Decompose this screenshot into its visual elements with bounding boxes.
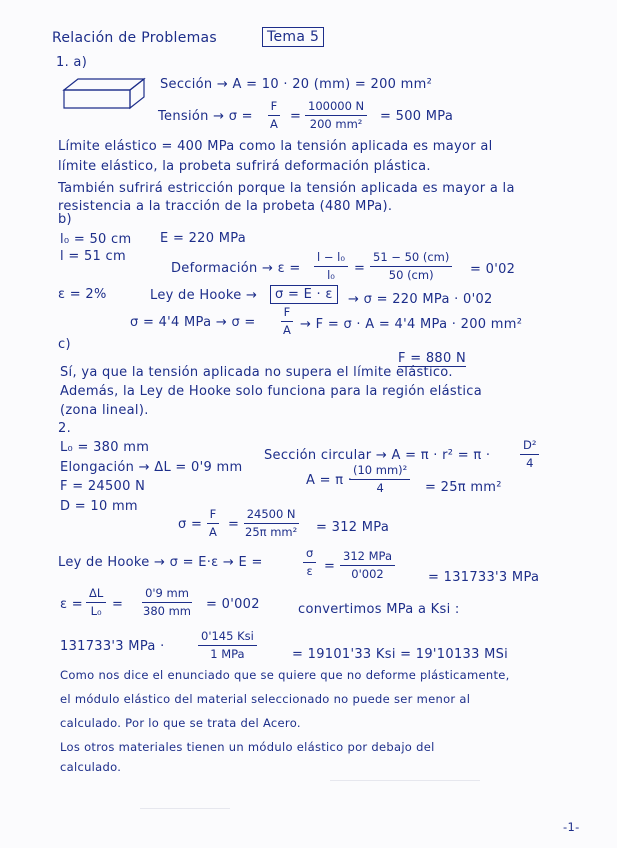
p2-sf2-den: 25π mm² xyxy=(245,524,298,539)
p2-seccion: Sección circular → A = π · r² = π · xyxy=(264,448,491,463)
p2-ef2-den: 380 mm xyxy=(143,603,192,618)
p1c-text-line-3: (zona lineal). xyxy=(60,403,149,418)
p2-hooke: Ley de Hooke → σ = E·ε → E = xyxy=(58,555,263,570)
p2-hf2-num: 312 MPa xyxy=(340,551,395,566)
p2-ef-eq: = xyxy=(112,597,124,612)
p2-convert: convertimos MPa a Ksi : xyxy=(298,602,460,617)
p2-frac-area xyxy=(350,465,410,494)
p2-text-line-1: Como nos dice el enunciado que se quiere que no deforme plásticamente, xyxy=(60,668,510,682)
p2-eps-lhs: ε = xyxy=(60,597,83,612)
bleed-through-mark xyxy=(330,770,480,781)
p2-text-line-4: Los otros materiales tienen un módulo elástico por debajo del xyxy=(60,740,435,754)
problem-1a-label: 1. a) xyxy=(56,55,88,70)
p1b-frac3-num: F xyxy=(281,307,294,322)
p2-sf2-num: 24500 N xyxy=(244,509,299,524)
p1a-eq: = xyxy=(290,109,302,124)
p2-eps-result: = 0'002 xyxy=(206,597,260,612)
p2-diameter: D = 10 mm xyxy=(60,499,138,514)
p2-l0: L₀ = 380 mm xyxy=(60,440,150,455)
p2-frac-e-values xyxy=(340,551,395,580)
prism-sketch xyxy=(62,76,148,112)
p1b-hooke: Ley de Hooke → xyxy=(150,288,258,303)
p2-hf1-num: σ xyxy=(303,548,316,563)
p1c-text-line-2: Además, la Ley de Hooke solo funciona para la región elástica xyxy=(60,384,483,399)
tema-label: Tema 5 xyxy=(262,27,324,47)
p1b-frac-f-over-a xyxy=(280,307,294,336)
p2-cf-num: 0'145 Ksi xyxy=(198,631,257,646)
p1a-frac1-num: F xyxy=(268,101,281,116)
p2-text-line-5: calculado. xyxy=(60,760,122,774)
p1b-hooke-box: σ = E · ε xyxy=(270,285,338,304)
p2-sf1-den: A xyxy=(209,524,217,539)
p1a-result: = 500 MPa xyxy=(380,109,454,124)
p1b-deformacion: Deformación → ε = xyxy=(171,261,301,276)
p2-frac-d2-over-4 xyxy=(520,440,539,469)
p2-hooke-result: = 131733'3 MPa xyxy=(428,570,540,585)
p2-cf-den: 1 MPa xyxy=(210,646,245,661)
p1b-frac2-den: 50 (cm) xyxy=(388,267,434,282)
p1b-frac1-num: l − l₀ xyxy=(314,252,348,267)
p1a-text-line-4: resistencia a la tracción de la probeta (480 MPa). xyxy=(58,199,393,214)
p1a-frac-values xyxy=(305,101,367,130)
p1b-frac2-num: 51 − 50 (cm) xyxy=(370,252,452,267)
p1b-frac-values xyxy=(370,252,452,281)
p2-area-frac-num: (10 mm)² xyxy=(350,465,410,480)
p1a-text-line-1: Límite elástico = 400 MPa como la tensión aplicada es mayor al xyxy=(58,139,493,154)
p1a-frac2-num: 100000 N xyxy=(305,101,367,116)
p1b-frac1-den: l₀ xyxy=(327,267,335,282)
p1b-e: E = 220 MPa xyxy=(160,231,247,246)
p2-sigma-lhs: σ = xyxy=(178,517,203,532)
p2-frac-sigma-values xyxy=(242,509,300,538)
p2-force: F = 24500 N xyxy=(60,479,146,494)
p1a-frac1-den: A xyxy=(270,116,278,131)
p1b-epsilon: ε = 2% xyxy=(58,287,107,302)
p2-area-lhs: A = π · xyxy=(306,473,353,488)
p2-ef1-den: L₀ xyxy=(90,603,102,618)
p2-frac-sigma-over-eps xyxy=(303,548,316,577)
p2-text-line-3: calculado. Por lo que se trata del Acero. xyxy=(60,716,301,730)
p2-ef2-num: 0'9 mm xyxy=(142,588,192,603)
p1a-seccion: Sección → A = 10 · 20 (mm) = 200 mm² xyxy=(160,77,433,92)
p2-sec-frac-num: D² xyxy=(520,440,539,455)
p1a-frac-f-over-a xyxy=(267,101,281,130)
p2-area-frac-den: 4 xyxy=(376,480,384,495)
p1a-text-line-3: También sufrirá estricción porque la tensión aplicada es mayor a la xyxy=(58,181,515,196)
p1a-tension-lhs: Tensión → σ = xyxy=(158,109,253,124)
p2-frac-dl-over-l0 xyxy=(86,588,106,617)
p2-hf2-den: 0'002 xyxy=(351,566,384,581)
p1c-text-line-1: Sí, ya que la tensión aplicada no supera el límite elástico. xyxy=(60,365,453,380)
p1b-l0: l₀ = 50 cm xyxy=(60,232,132,247)
p2-conv-lhs: 131733'3 MPa · xyxy=(60,639,165,654)
p2-sec-frac-den: 4 xyxy=(526,455,534,470)
p2-sf-eq: = xyxy=(228,517,240,532)
p2-text-line-2: el módulo elástico del material seleccionado no puede ser menor al xyxy=(60,692,471,706)
p2-frac-conversion xyxy=(198,631,257,660)
p1b-force-expr: → F = σ · A = 4'4 MPa · 200 mm² xyxy=(300,317,523,332)
p2-hf-eq: = xyxy=(324,559,336,574)
p2-frac-f-over-a xyxy=(206,509,220,538)
p2-sf1-num: F xyxy=(207,509,220,524)
p2-conv-result: = 19101'33 Ksi = 19'10133 MSi xyxy=(292,647,509,662)
p2-area-result: = 25π mm² xyxy=(425,480,502,495)
p1b-deform-result: = 0'02 xyxy=(470,262,516,277)
bleed-through-mark xyxy=(140,800,230,809)
p1b-eq: = xyxy=(354,261,366,276)
p1b-frac-deform xyxy=(314,252,348,281)
p1b-force-result: F = 880 N xyxy=(398,351,467,366)
p2-frac-eps-values xyxy=(140,588,194,617)
p2-elongation: Elongación → ΔL = 0'9 mm xyxy=(60,460,243,475)
p1b-frac3-den: A xyxy=(283,322,291,337)
problem-1c-label: c) xyxy=(58,337,71,352)
p2-sigma-result: = 312 MPa xyxy=(316,520,390,535)
problem-1b-label: b) xyxy=(58,212,72,227)
problem-2-label: 2. xyxy=(58,421,72,436)
p1a-frac2-den: 200 mm² xyxy=(309,116,363,131)
p2-hf1-den: ε xyxy=(306,563,313,578)
page-number: -1- xyxy=(563,820,580,834)
p1b-sigma: σ = 4'4 MPa → σ = xyxy=(130,315,256,330)
p1b-hooke-result: → σ = 220 MPa · 0'02 xyxy=(348,292,493,307)
page-title: Relación de Problemas xyxy=(52,30,218,46)
p1b-l: l = 51 cm xyxy=(60,249,126,264)
p2-ef1-num: ΔL xyxy=(86,588,106,603)
p1a-text-line-2: límite elástico, la probeta sufrirá deformación plástica. xyxy=(58,159,431,174)
